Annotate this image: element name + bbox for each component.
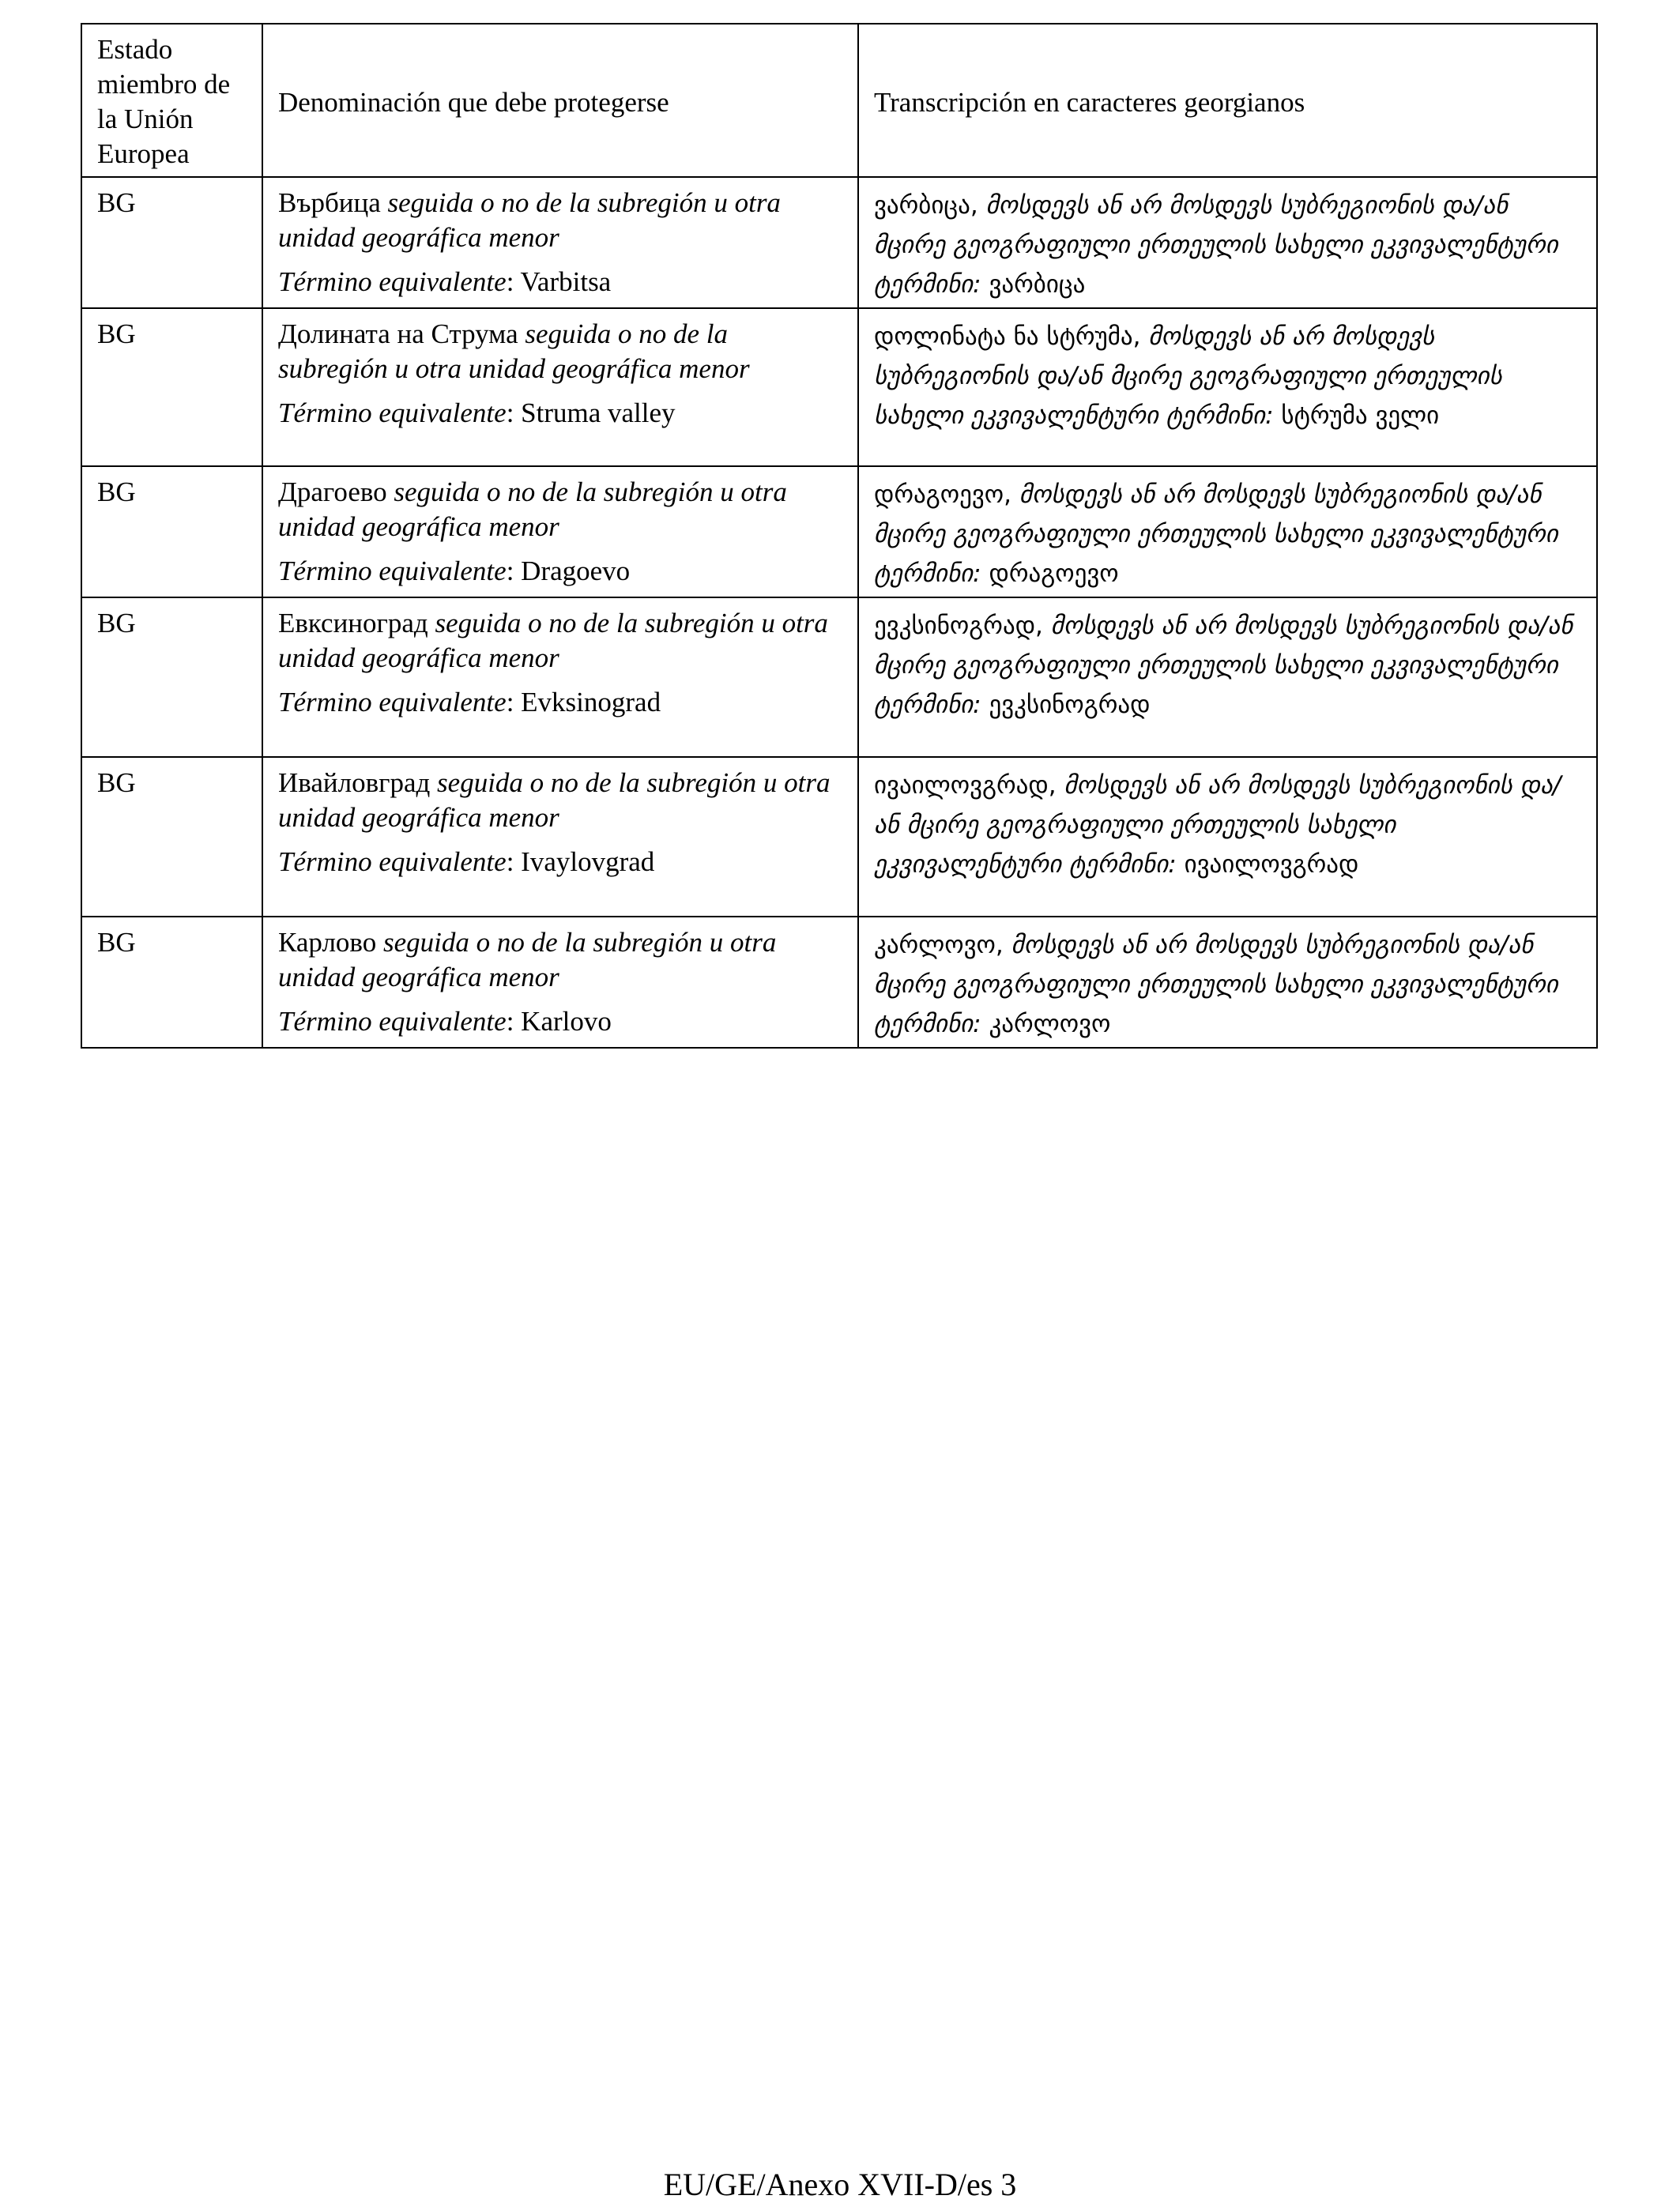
ka-equivalent: ვარბიცა: [989, 270, 1086, 299]
ka-name: ივაილოვგრად,: [874, 771, 1057, 800]
ka-equivalent: სტრუმა ველი: [1281, 401, 1440, 430]
state-cell: BG: [81, 757, 262, 917]
equivalent-value: Ivaylovgrad: [521, 846, 655, 877]
equivalent-label: Término equivalente: [278, 1006, 507, 1037]
name-suffix: seguida o no de la subregión u otra unidad geográfica menor: [278, 927, 777, 992]
name-suffix: seguida o no de la subregión u otra unidad geográfica menor: [278, 318, 750, 384]
table-row: [81, 177, 1597, 308]
ka-name: დრაგოევო,: [874, 480, 1012, 509]
ka-suffix: მოსდევს ან არ მოსდევს სუბრეგიონის და/ან მცირე გეოგრაფიული ერთეულის სახელი ეკვივალენტური ტერმინი:: [874, 931, 1558, 1038]
equivalent-value: Karlovo: [521, 1006, 612, 1037]
protected-name: Карлово: [278, 927, 377, 958]
ka-suffix: მოსდევს ან არ მოსდევს სუბრეგიონის და/ან მცირე გეოგრაფიული ერთეულის სახელი ეკვივალენტური ტერმინი:: [874, 612, 1573, 719]
equivalent-term: Término equivalente: Evksinograd: [278, 687, 661, 717]
protected-name: Евксиноград: [278, 608, 428, 638]
ka-equivalent: დრაგოევო: [989, 559, 1119, 588]
transcription-cell: [858, 757, 1597, 917]
state-cell: BG: [81, 597, 262, 757]
protected-name: Долината на Струма: [278, 318, 518, 349]
annex-table: [81, 23, 1598, 1049]
ka-name: ვარბიცა,: [874, 191, 978, 220]
state-cell: BG: [81, 308, 262, 466]
table-row: [81, 308, 1597, 466]
state-cell: BG: [81, 466, 262, 597]
table-row: [81, 757, 1597, 917]
equivalent-label: Término equivalente: [278, 846, 507, 877]
equivalent-label: Término equivalente: [278, 687, 507, 717]
transcription-cell: [858, 466, 1597, 597]
equivalent-term: Término equivalente: Varbitsa: [278, 266, 612, 297]
table-row: [81, 917, 1597, 1048]
equivalent-term: Término equivalente: Dragoevo: [278, 555, 631, 586]
ka-name: კარლოვო,: [874, 931, 1004, 959]
name-cell: [262, 917, 858, 1048]
name-cell: [262, 757, 858, 917]
equivalent-label: Término equivalente: [278, 555, 507, 586]
protected-name: Ивайловград: [278, 767, 431, 798]
name-suffix: seguida o no de la subregión u otra unidad geográfica menor: [278, 608, 828, 673]
table-row: [81, 597, 1597, 757]
transcription-cell: [858, 597, 1597, 757]
header-state: Estado miembro de la Unión Europea: [81, 24, 262, 177]
table-header-row: [81, 24, 1597, 177]
name-cell: [262, 308, 858, 466]
ka-equivalent: კარლოვო: [989, 1010, 1111, 1038]
name-suffix: seguida o no de la subregión u otra unidad geográfica menor: [278, 476, 787, 542]
ka-suffix: მოსდევს ან არ მოსდევს სუბრეგიონის და/ან მცირე გეოგრაფიული ერთეულის სახელი ეკვივალენტური ტერმინი:: [874, 771, 1561, 879]
equivalent-value: Evksinograd: [521, 687, 661, 717]
ka-suffix: მოსდევს ან არ მოსდევს სუბრეგიონის და/ან მცირე გეოგრაფიული ერთეულის სახელი ეკვივალენტური ტერმინი:: [874, 480, 1558, 588]
protected-name: Драгоево: [278, 476, 387, 507]
page-footer-reference: EU/GE/Anexo XVII-D/es 3: [663, 2167, 1017, 2202]
equivalent-label: Término equivalente: [278, 266, 507, 297]
equivalent-value: Struma valley: [521, 397, 676, 428]
equivalent-term: Término equivalente: Ivaylovgrad: [278, 846, 655, 877]
equivalent-label: Término equivalente: [278, 397, 507, 428]
ka-name: დოლინატა ნა სტრუმა,: [874, 322, 1141, 351]
state-cell: BG: [81, 917, 262, 1048]
header-name: Denominación que debe protegerse: [262, 24, 858, 177]
name-suffix: seguida o no de la subregión u otra unidad geográfica menor: [278, 187, 781, 253]
protected-name: Върбица: [278, 187, 381, 218]
transcription-cell: [858, 917, 1597, 1048]
transcription-cell: [858, 177, 1597, 308]
equivalent-term: Término equivalente: Karlovo: [278, 1006, 612, 1037]
equivalent-term: Término equivalente: Struma valley: [278, 397, 676, 428]
state-cell: BG: [81, 177, 262, 308]
ka-suffix: მოსდევს ან არ მოსდევს სუბრეგიონის და/ან მცირე გეოგრაფიული ერთეულის სახელი ეკვივალენტური ტერმინი:: [874, 322, 1502, 430]
ka-equivalent: ივაილოვგრად: [1184, 850, 1359, 879]
ka-equivalent: ევკსინოგრად: [989, 691, 1151, 719]
table-row: [81, 466, 1597, 597]
header-transcription: Transcripción en caracteres georgianos: [858, 24, 1597, 177]
transcription-cell: [858, 308, 1597, 466]
name-cell: [262, 466, 858, 597]
equivalent-value: Dragoevo: [521, 555, 631, 586]
name-suffix: seguida o no de la subregión u otra unidad geográfica menor: [278, 767, 831, 833]
name-cell: [262, 597, 858, 757]
name-cell: [262, 177, 858, 308]
ka-name: ევკსინოგრად,: [874, 612, 1043, 640]
ka-suffix: მოსდევს ან არ მოსდევს სუბრეგიონის და/ან მცირე გეოგრაფიული ერთეულის სახელი ეკვივალენტური ტერმინი:: [874, 191, 1558, 299]
equivalent-value: Varbitsa: [520, 266, 612, 297]
